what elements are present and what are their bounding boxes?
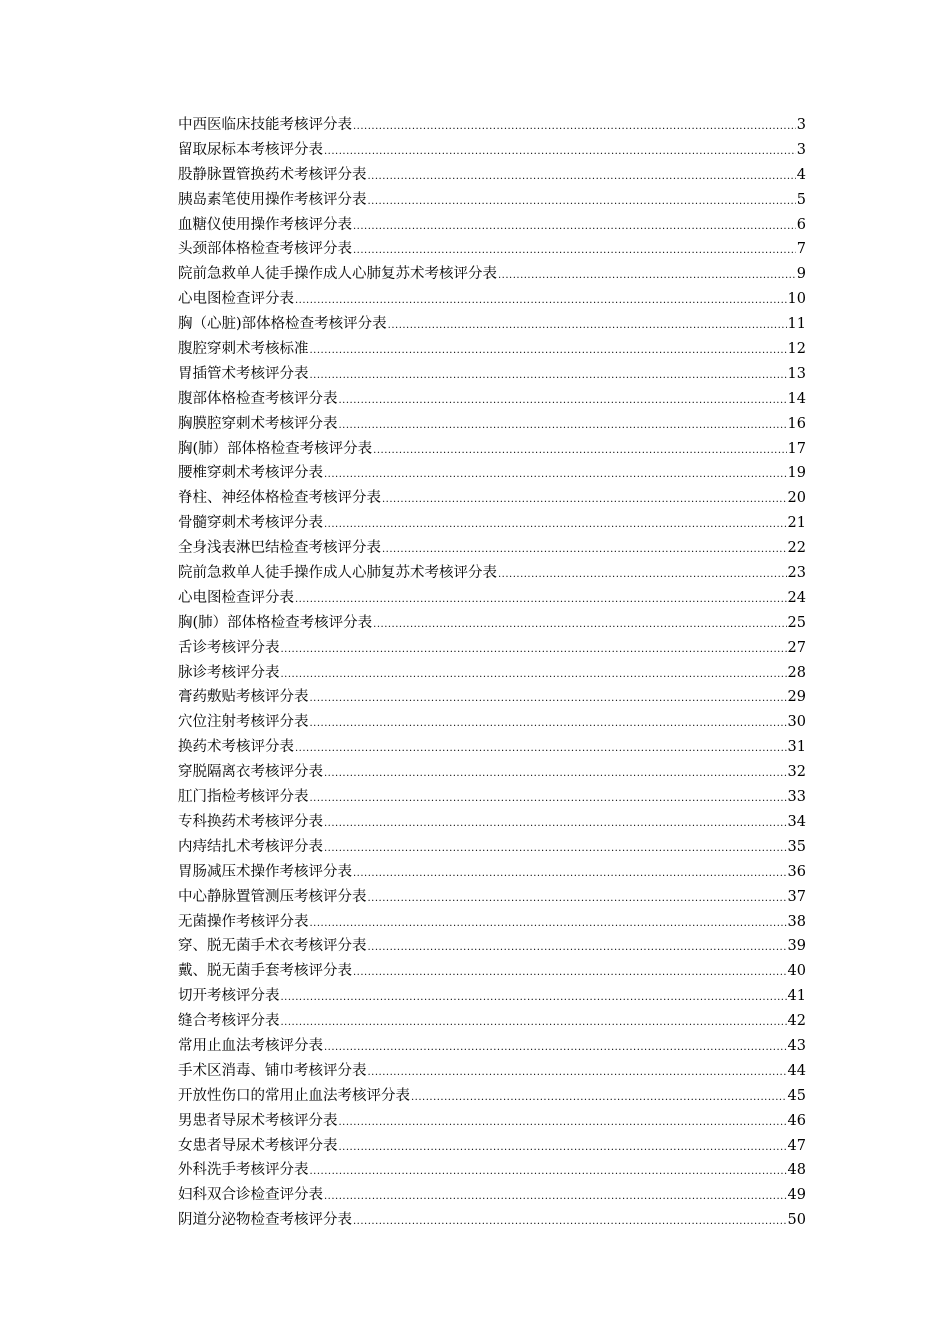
toc-dot-leader	[353, 961, 787, 984]
toc-entry[interactable]	[178, 262, 806, 287]
toc-entry-title[interactable]: 股静脉置管换药术考核评分表	[178, 166, 367, 183]
toc-entry-title[interactable]: 胸（心脏)部体格检查考核评分表	[178, 316, 387, 333]
toc-dot-leader	[310, 787, 787, 810]
toc-entry-page-number[interactable]: 12	[787, 341, 806, 358]
toc-entry-title[interactable]: 留取尿标本考核评分表	[178, 141, 323, 158]
toc-entry[interactable]	[178, 138, 806, 163]
toc-entry-title[interactable]: 脉诊考核评分表	[178, 664, 280, 681]
toc-entry[interactable]	[178, 362, 806, 387]
toc-dot-leader	[368, 887, 787, 910]
toc-entry-page-number[interactable]: 24	[787, 589, 806, 606]
toc-entry[interactable]	[178, 437, 806, 462]
toc-dot-leader	[324, 837, 787, 860]
toc-entry-title[interactable]: 腹部体格检查考核评分表	[178, 390, 338, 407]
toc-dot-leader	[339, 1136, 787, 1159]
toc-entry-title[interactable]: 血糖仪使用操作考核评分表	[178, 216, 352, 233]
toc-entry-page-number[interactable]: 32	[787, 764, 806, 781]
toc-entry-title[interactable]: 胰岛素笔使用操作考核评分表	[178, 191, 367, 208]
toc-dot-leader	[368, 1061, 787, 1084]
toc-entry[interactable]	[178, 984, 806, 1009]
toc-entry-page-number[interactable]: 11	[787, 316, 806, 333]
toc-dot-leader	[373, 439, 786, 462]
toc-entry-page-number[interactable]: 19	[787, 465, 806, 482]
toc-entry-page-number[interactable]: 30	[787, 714, 806, 731]
toc-dot-leader	[339, 1111, 787, 1134]
toc-entry-page-number[interactable]: 38	[787, 913, 806, 930]
toc-entry-page-number[interactable]: 3	[796, 141, 806, 158]
toc-entry[interactable]	[178, 536, 806, 561]
toc-entry-title[interactable]: 院前急救单人徒手操作成人心肺复苏术考核评分表	[178, 266, 497, 283]
toc-entry-title[interactable]: 胃肠减压术操作考核评分表	[178, 863, 352, 880]
toc-entry[interactable]	[178, 1109, 806, 1134]
toc-dot-leader	[353, 215, 796, 238]
toc-entry-page-number[interactable]: 49	[787, 1187, 806, 1204]
toc-dot-leader	[498, 264, 796, 287]
toc-entry-title[interactable]: 妇科双合诊检查评分表	[178, 1187, 323, 1204]
toc-dot-leader	[388, 314, 787, 337]
toc-dot-leader	[368, 165, 796, 188]
toc-entry-page-number[interactable]: 33	[787, 789, 806, 806]
toc-entry[interactable]	[178, 586, 806, 611]
toc-entry[interactable]	[178, 611, 806, 636]
toc-entry-title[interactable]: 腹腔穿刺术考核标准	[178, 341, 309, 358]
toc-entry-title[interactable]: 外科洗手考核评分表	[178, 1162, 309, 1179]
table-of-contents	[178, 113, 806, 1233]
toc-entry-title[interactable]: 头颈部体格检查考核评分表	[178, 241, 352, 258]
toc-entry-page-number[interactable]: 48	[787, 1162, 806, 1179]
toc-entry-title[interactable]: 换药术考核评分表	[178, 739, 294, 756]
toc-dot-leader	[310, 364, 787, 387]
toc-entry-title[interactable]: 心电图检查评分表	[178, 589, 294, 606]
toc-entry[interactable]	[178, 1158, 806, 1183]
toc-entry-title[interactable]: 骨髓穿刺术考核评分表	[178, 515, 323, 532]
toc-dot-leader	[281, 1011, 787, 1034]
toc-entry-page-number[interactable]: 35	[787, 838, 806, 855]
toc-dot-leader	[324, 812, 787, 835]
toc-entry-page-number[interactable]: 39	[787, 938, 806, 955]
toc-entry-title[interactable]: 手术区消毒、铺巾考核评分表	[178, 1062, 367, 1079]
toc-entry-title[interactable]: 无菌操作考核评分表	[178, 913, 309, 930]
toc-entry[interactable]	[178, 1059, 806, 1084]
toc-entry-page-number[interactable]: 43	[787, 1037, 806, 1054]
toc-entry-page-number[interactable]: 28	[787, 664, 806, 681]
toc-dot-leader	[310, 1160, 787, 1183]
toc-entry[interactable]	[178, 561, 806, 586]
toc-dot-leader	[353, 862, 787, 885]
toc-entry[interactable]	[178, 1183, 806, 1208]
toc-dot-leader	[310, 687, 787, 710]
toc-dot-leader	[498, 563, 787, 586]
toc-dot-leader	[324, 463, 787, 486]
toc-entry-page-number[interactable]: 37	[787, 888, 806, 905]
toc-entry-title[interactable]: 专科换药术考核评分表	[178, 813, 323, 830]
toc-dot-leader	[324, 762, 787, 785]
toc-entry-page-number[interactable]: 17	[787, 440, 806, 457]
toc-entry[interactable]	[178, 312, 806, 337]
toc-entry[interactable]	[178, 1208, 806, 1233]
toc-entry-page-number[interactable]: 9	[796, 266, 806, 283]
toc-entry-page-number[interactable]: 10	[787, 291, 806, 308]
toc-entry-page-number[interactable]: 41	[787, 988, 806, 1005]
toc-entry-page-number[interactable]: 34	[787, 813, 806, 830]
toc-dot-leader	[382, 488, 787, 511]
toc-entry[interactable]	[178, 287, 806, 312]
toc-entry-page-number[interactable]: 3	[796, 117, 806, 133]
toc-entry-page-number[interactable]: 5	[796, 191, 806, 208]
toc-entry-page-number[interactable]: 21	[787, 515, 806, 532]
toc-dot-leader	[353, 239, 796, 262]
toc-entry[interactable]	[178, 163, 806, 188]
toc-entry[interactable]	[178, 760, 806, 785]
toc-entry[interactable]	[178, 934, 806, 959]
toc-entry-page-number[interactable]: 31	[787, 739, 806, 756]
toc-entry-title[interactable]: 胃插管术考核评分表	[178, 365, 309, 382]
toc-entry-title[interactable]: 女患者导尿术考核评分表	[178, 1137, 338, 1154]
toc-entry[interactable]	[178, 685, 806, 710]
toc-entry-title[interactable]: 缝合考核评分表	[178, 1013, 280, 1030]
toc-entry[interactable]	[178, 1134, 806, 1159]
toc-entry-title[interactable]: 穴位注射考核评分表	[178, 714, 309, 731]
toc-dot-leader	[310, 712, 787, 735]
toc-dot-leader	[324, 1036, 787, 1059]
toc-entry-page-number[interactable]: 40	[787, 963, 806, 980]
toc-entry-title[interactable]: 肛门指检考核评分表	[178, 789, 309, 806]
toc-entry[interactable]	[178, 1009, 806, 1034]
toc-dot-leader	[353, 115, 796, 138]
toc-entry[interactable]	[178, 661, 806, 686]
toc-entry[interactable]	[178, 885, 806, 910]
toc-entry-title[interactable]: 舌诊考核评分表	[178, 639, 280, 656]
toc-dot-leader	[295, 737, 787, 760]
toc-entry-title[interactable]: 脊柱、神经体格检查考核评分表	[178, 490, 381, 507]
toc-entry[interactable]	[178, 387, 806, 412]
toc-entry[interactable]	[178, 810, 806, 835]
toc-dot-leader	[281, 986, 787, 1009]
toc-entry-title[interactable]: 胸(肺）部体格检查考核评分表	[178, 440, 373, 457]
toc-dot-leader	[382, 538, 787, 561]
toc-dot-leader	[324, 513, 787, 536]
toc-entry-page-number[interactable]: 20	[787, 490, 806, 507]
toc-entry-page-number[interactable]: 23	[787, 565, 806, 582]
toc-entry-title[interactable]: 胸(肺）部体格检查考核评分表	[178, 614, 373, 631]
toc-entry-title[interactable]: 穿脱隔离衣考核评分表	[178, 764, 323, 781]
toc-dot-leader	[373, 613, 786, 636]
toc-dot-leader	[339, 389, 787, 412]
toc-entry-title[interactable]: 中西医临床技能考核评分表	[178, 117, 352, 133]
toc-entry-page-number[interactable]: 36	[787, 863, 806, 880]
toc-entry-page-number[interactable]: 45	[787, 1087, 806, 1104]
toc-entry[interactable]	[178, 636, 806, 661]
toc-entry[interactable]	[178, 735, 806, 760]
toc-entry-title[interactable]: 胸膜腔穿刺术考核评分表	[178, 415, 338, 432]
toc-entry-title[interactable]: 戴、脱无菌手套考核评分表	[178, 963, 352, 980]
toc-entry-title[interactable]: 常用止血法考核评分表	[178, 1037, 323, 1054]
toc-entry[interactable]	[178, 113, 806, 138]
toc-entry-page-number[interactable]: 50	[787, 1212, 806, 1229]
toc-entry-title[interactable]: 中心静脉置管测压考核评分表	[178, 888, 367, 905]
toc-dot-leader	[281, 663, 787, 686]
toc-entry-title[interactable]: 心电图检查评分表	[178, 291, 294, 308]
toc-dot-leader	[295, 588, 787, 611]
toc-entry[interactable]	[178, 959, 806, 984]
toc-entry-title[interactable]: 院前急救单人徒手操作成人心肺复苏术考核评分表	[178, 565, 497, 582]
toc-entry-page-number[interactable]: 7	[796, 241, 806, 258]
toc-dot-leader	[310, 912, 787, 935]
toc-entry-page-number[interactable]: 14	[787, 390, 806, 407]
toc-entry[interactable]	[178, 213, 806, 238]
toc-entry-page-number[interactable]: 46	[787, 1112, 806, 1129]
toc-entry-title[interactable]: 开放性伤口的常用止血法考核评分表	[178, 1087, 410, 1104]
toc-entry-title[interactable]: 内痔结扎术考核评分表	[178, 838, 323, 855]
toc-entry[interactable]	[178, 511, 806, 536]
toc-dot-leader	[368, 190, 796, 213]
toc-entry-page-number[interactable]: 42	[787, 1013, 806, 1030]
toc-entry-title[interactable]: 全身浅表淋巴结检查考核评分表	[178, 540, 381, 557]
toc-entry[interactable]	[178, 860, 806, 885]
toc-dot-leader	[295, 289, 787, 312]
toc-entry-page-number[interactable]: 22	[787, 540, 806, 557]
toc-entry[interactable]	[178, 461, 806, 486]
toc-entry-page-number[interactable]: 47	[787, 1137, 806, 1154]
toc-entry[interactable]	[178, 785, 806, 810]
toc-entry-page-number[interactable]: 16	[787, 415, 806, 432]
toc-entry[interactable]	[178, 1084, 806, 1109]
toc-entry[interactable]	[178, 835, 806, 860]
toc-entry[interactable]	[178, 237, 806, 262]
toc-entry-title[interactable]: 腰椎穿刺术考核评分表	[178, 465, 323, 482]
toc-entry-page-number[interactable]: 44	[787, 1062, 806, 1079]
toc-entry[interactable]	[178, 486, 806, 511]
toc-dot-leader	[324, 140, 796, 163]
toc-entry-title[interactable]: 穿、脱无菌手术衣考核评分表	[178, 938, 367, 955]
toc-entry-title[interactable]: 切开考核评分表	[178, 988, 280, 1005]
toc-dot-leader	[353, 1210, 787, 1233]
toc-entry-page-number[interactable]: 27	[787, 639, 806, 656]
toc-entry-page-number[interactable]: 6	[796, 216, 806, 233]
toc-entry[interactable]	[178, 188, 806, 213]
toc-dot-leader	[324, 1185, 787, 1208]
toc-entry-page-number[interactable]: 25	[787, 614, 806, 631]
toc-entry-page-number[interactable]: 13	[787, 365, 806, 382]
toc-dot-leader	[339, 414, 787, 437]
toc-entry[interactable]	[178, 412, 806, 437]
toc-entry[interactable]	[178, 710, 806, 735]
toc-entry-title[interactable]: 男患者导尿术考核评分表	[178, 1112, 338, 1129]
toc-dot-leader	[281, 638, 787, 661]
toc-entry-title[interactable]: 膏药敷贴考核评分表	[178, 689, 309, 706]
toc-entry-title[interactable]: 阴道分泌物检查考核评分表	[178, 1212, 352, 1229]
toc-dot-leader	[310, 339, 787, 362]
toc-entry-page-number[interactable]: 29	[787, 689, 806, 706]
toc-dot-leader	[368, 936, 787, 959]
toc-entry[interactable]	[178, 910, 806, 935]
toc-entry[interactable]	[178, 1034, 806, 1059]
toc-entry-page-number[interactable]: 4	[796, 166, 806, 183]
toc-dot-leader	[411, 1086, 787, 1109]
toc-entry[interactable]	[178, 337, 806, 362]
